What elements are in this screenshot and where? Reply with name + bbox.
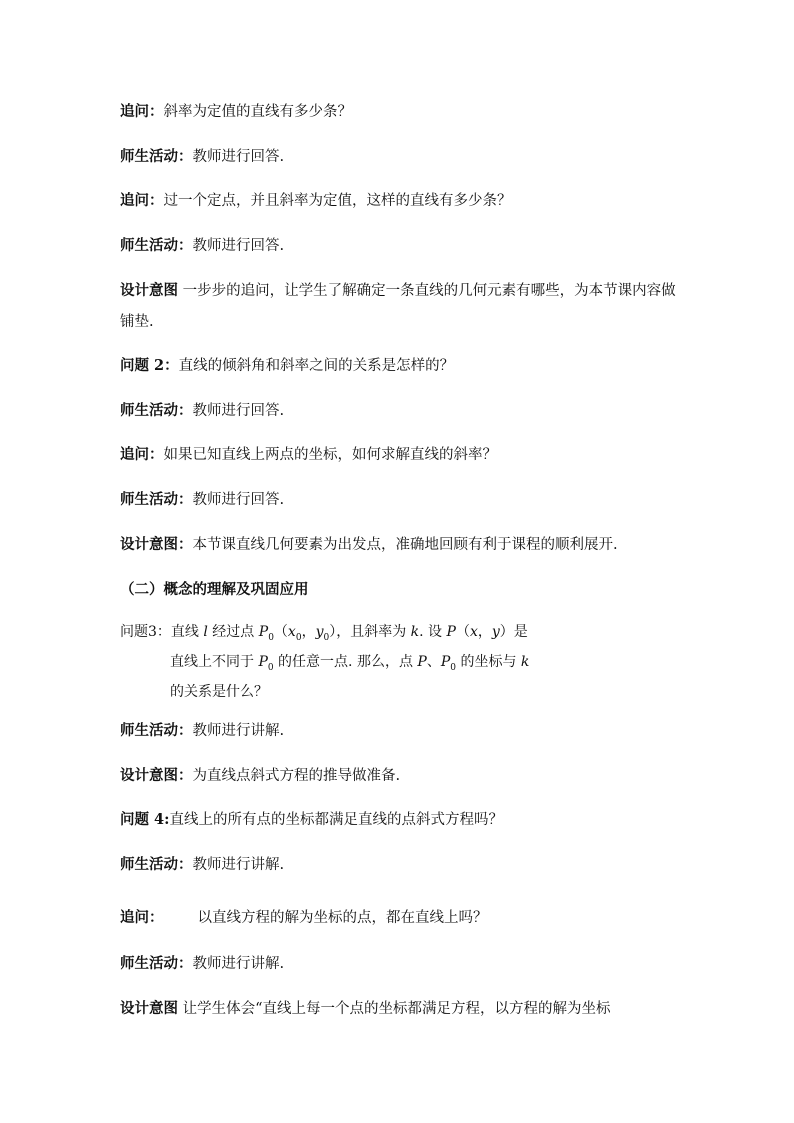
para-8 xyxy=(120,441,680,469)
var-p: P xyxy=(258,653,268,670)
var-y0: y xyxy=(315,624,324,640)
var-k: k xyxy=(410,624,420,640)
text: 本节课直线几何要素为出发点，准确地回顾有利于课程的顺利展开. xyxy=(192,537,618,553)
label: 问题 4: xyxy=(120,811,170,828)
para-15 xyxy=(120,904,680,932)
para-6 xyxy=(120,352,680,380)
var-y: y xyxy=(491,624,500,640)
var-p: P xyxy=(417,653,427,670)
text: 如果已知直线上两点的坐标，如何求解直线的斜率？ xyxy=(163,447,497,463)
text: 斜率为定值的直线有多少条？ xyxy=(163,104,352,120)
para-9 xyxy=(120,486,680,514)
t: . 设 xyxy=(419,624,447,640)
label: 追问： xyxy=(120,192,164,209)
sub: 0 xyxy=(267,662,274,673)
para-12 xyxy=(120,762,680,790)
q3-line-1 xyxy=(120,620,600,650)
label: 师生活动： xyxy=(120,148,193,165)
var-l: l xyxy=(203,624,208,640)
para-10 xyxy=(120,531,680,559)
text: 教师进行讲解. xyxy=(192,723,285,739)
para-7 xyxy=(120,397,680,425)
para-4 xyxy=(120,232,680,260)
label: 设计意图 xyxy=(120,282,178,299)
text: 教师进行回答. xyxy=(192,492,285,508)
para-1 xyxy=(120,98,680,126)
text: 教师进行讲解. xyxy=(192,857,285,873)
label: 追问： xyxy=(120,446,164,463)
q3-label: 问题3： xyxy=(120,624,171,640)
para-11 xyxy=(120,717,680,745)
t: ），且斜率为 xyxy=(329,624,411,640)
para-5 xyxy=(120,275,676,338)
t: ， xyxy=(301,624,316,640)
var-p: P xyxy=(446,624,456,640)
para-16 xyxy=(120,950,680,978)
question-3 xyxy=(120,620,600,704)
section-title: （二）概念的理解及巩固应用 xyxy=(120,581,309,598)
q3-line-2 xyxy=(120,650,600,680)
var-x: x xyxy=(469,624,478,640)
t: 的坐标与 xyxy=(456,653,521,670)
sub: 0 xyxy=(295,632,302,643)
para-17 xyxy=(120,995,680,1023)
label: 设计意图 xyxy=(120,1000,178,1017)
var-p0: P xyxy=(258,624,269,640)
text: 过一个定点，并且斜率为定值，这样的直线有多少条？ xyxy=(163,193,512,209)
sub: 0 xyxy=(450,662,456,673)
text: 一步步的追问，让学生了解确定一条直线的几何元素有哪些，为本节课内容做铺垫. xyxy=(120,283,676,330)
text: 让学生体会“直线上每一个点的坐标都满足方程，以方程的解为坐标 xyxy=(182,1001,611,1017)
var-k: k xyxy=(520,653,530,670)
var-x0: x xyxy=(287,624,296,640)
text: 以直线方程的解为坐标的点，都在直线上吗？ xyxy=(197,910,488,926)
t: 、 xyxy=(426,653,441,670)
label: 师生活动： xyxy=(120,402,193,419)
label: 追问： xyxy=(120,103,164,120)
sub: 0 xyxy=(268,632,274,643)
t: 直线 xyxy=(170,624,204,640)
sub: 0 xyxy=(323,632,330,643)
t: ）是 xyxy=(499,624,528,640)
label: 追问： xyxy=(120,909,164,926)
t: （ xyxy=(273,624,288,640)
para-2 xyxy=(120,143,680,171)
para-14 xyxy=(120,851,680,879)
text: 为直线点斜式方程的推导做准备. xyxy=(192,768,401,784)
text: 教师进行回答. xyxy=(192,149,285,165)
label: 师生活动： xyxy=(120,722,193,739)
var-p: P xyxy=(440,653,451,670)
para-3 xyxy=(120,187,680,215)
text: 教师进行讲解. xyxy=(192,956,285,972)
label: 师生活动： xyxy=(120,955,193,972)
label: 师生活动： xyxy=(120,856,193,873)
label: 师生活动： xyxy=(120,491,193,508)
label: 设计意图： xyxy=(120,536,193,553)
t: 的任意一点. 那么，点 xyxy=(273,653,418,670)
q3-line-3: 的关系是什么？ xyxy=(170,683,268,700)
t: ， xyxy=(477,624,492,640)
label: 设计意图： xyxy=(120,767,193,784)
text: 直线的倾斜角和斜率之间的关系是怎样的？ xyxy=(178,358,455,374)
t: （ xyxy=(455,624,470,640)
text: 教师进行回答. xyxy=(192,403,285,419)
t: 经过点 xyxy=(207,624,259,640)
label: 师生活动： xyxy=(120,237,193,254)
para-13 xyxy=(120,806,680,834)
label: 问题 2： xyxy=(120,357,179,374)
text: 直线上的所有点的坐标都满足直线的点斜式方程吗？ xyxy=(169,812,503,828)
t: 直线上不同于 xyxy=(170,653,259,670)
text: 教师进行回答. xyxy=(192,238,285,254)
